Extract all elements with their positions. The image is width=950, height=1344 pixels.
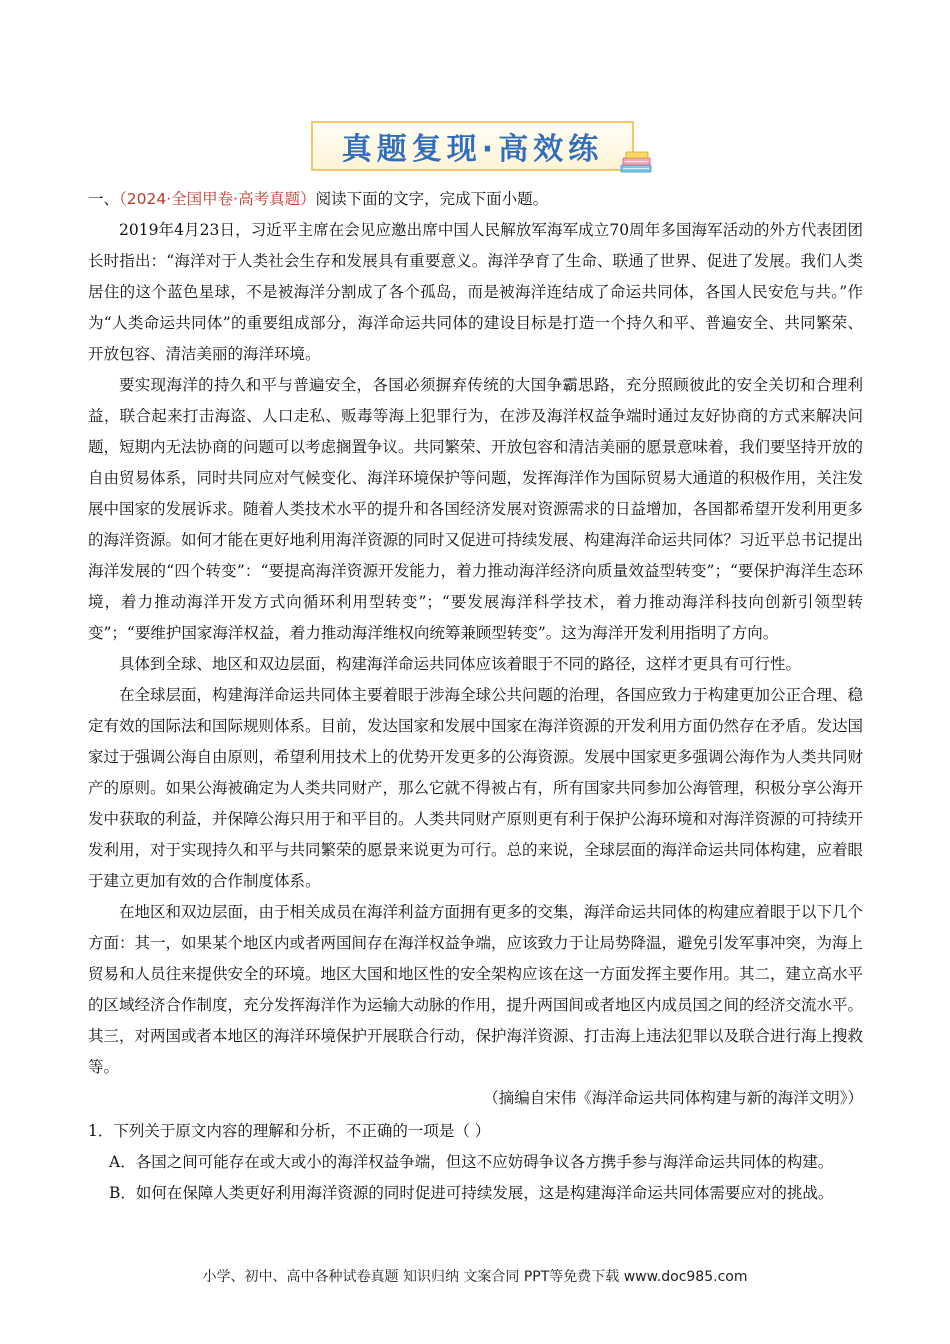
banner-title: 真题复现·高效练 (341, 132, 604, 167)
passage-paragraph-1: 2019年4月23日，习近平主席在会见应邀出席中国人民解放军海军成立70周年多国海军活动的外方代表团团长时指出：“海洋对于人类社会生存和发展具有重要意义。海洋孕育了生命、联通了世界、促进了发展。我们人类居住的这个蓝色星球，不是被海洋分割成了各个孤岛，而是被海洋连结成了命运共同体，各国人民安危与共。”作为“人类命运共同体”的重要组成部分，海洋命运共同体的建设目标是打造一个持久和平、普遍安全、共同繁荣、开放包容、清洁美丽的海洋环境。 (88, 221, 863, 363)
question-source: （2024·全国甲卷·高考真题） (119, 190, 316, 208)
passage-paragraph-4: 在全球层面，构建海洋命运共同体主要着眼于涉海全球公共问题的治理，各国应致力于构建更加公正合理、稳定有效的国际法和国际规则体系。目前，发达国家和发展中国家在海洋资源的开发利用方面仍然存在矛盾。发达国家过于强调公海自由原则，希望利用技术上的优势开发更多的公海资源。发展中国家更多强调公海作为人类共同财产的原则。如果公海被确定为人类共同财产，那么它就不得被占有，所有国家共同参加公海管理，积极分享公海开发中获取的利益，并保障公海只用于和平目的。人类共同财产原则更有利于保护公海环境和对海洋资源的可持续开发利用，对于实现持久和平与共同繁荣的愿景来说更为可行。总的来说，全球层面的海洋命运共同体构建，应着眼于建立更加有效的合作制度体系。 (88, 686, 864, 890)
question-1-stem: 1．下列关于原文内容的理解和分析，不正确的一项是（ ） (88, 1122, 491, 1140)
passage-paragraph-5: 在地区和双边层面，由于相关成员在海洋利益方面拥有更多的交集，海洋命运共同体的构建应着眼于以下几个方面：其一，如果某个地区内或者两国间存在海洋权益争端，应该致力于让局势降温，避免引发军事冲突，为海上贸易和人员往来提供安全的环境。地区大国和地区性的安全架构应该在这一方面发挥主要作用。其二，建立高水平的区域经济合作制度，充分发挥海洋作为运输大动脉的作用，提升两国间或者地区内成员国之间的经济交流水平。其三，对两国或者本地区的海洋环境保护开展联合行动，保护海洋资源、打击海上违法犯罪以及联合进行海上搜救等。 (88, 903, 864, 1076)
question-1-option-a: A．各国之间可能存在或大或小的海洋权益争端，但这不应妨碍争议各方携手参与海洋命运共同体的构建。 (109, 1153, 834, 1171)
section-banner (311, 121, 634, 171)
page-footer: 小学、初中、高中各种试卷真题 知识归纳 文案合同 PPT等免费下载 www.doc985.com (202, 1269, 748, 1285)
exam-content (88, 184, 863, 1209)
passage-paragraph-3: 具体到全球、地区和双边层面，构建海洋命运共同体应该着眼于不同的路径，这样才更具有可行性。 (119, 655, 802, 673)
question-header (88, 184, 863, 215)
passage-credit: （摘编自宋伟《海洋命运共同体构建与新的海洋文明》） (483, 1089, 863, 1107)
question-instruction: 阅读下面的文字，完成下面小题。 (315, 190, 549, 208)
books-icon (618, 148, 654, 174)
question-number: 一、 (88, 190, 120, 208)
question-1-option-b: B．如何在保障人类更好利用海洋资源的同时促进可持续发展，这是构建海洋命运共同体需要应对的挑战。 (109, 1184, 834, 1202)
passage-paragraph-2: 要实现海洋的持久和平与普遍安全，各国必须摒弃传统的大国争霸思路，充分照顾彼此的安全关切和合理利益，联合起来打击海盗、人口走私、贩毒等海上犯罪行为，在涉及海洋权益争端时通过友好协商的方式来解决问题，短期内无法协商的问题可以考虑搁置争议。共同繁荣、开放包容和清洁美丽的愿景意味着，我们要坚持开放的自由贸易体系，同时共同应对气候变化、海洋环境保护等问题，发挥海洋作为国际贸易大通道的积极作用，关注发展中国家的发展诉求。随着人类技术水平的提升和各国经济发展对资源需求的日益增加，各国都希望开发利用更多的海洋资源。如何才能在更好地利用海洋资源的同时又促进可持续发展、构建海洋命运共同体？习近平总书记提出海洋发展的“四个转变”：“要提高海洋资源开发能力，着力推动海洋经济向质量效益型转变”；“要保护海洋生态环境，着力推动海洋开发方式向循环利用型转变”；“要发展海洋科学技术，着力推动海洋科技向创新引领型转变”；“要维护国家海洋权益，着力推动海洋维权向统筹兼顾型转变”。这为海洋开发利用指明了方向。 (88, 376, 864, 642)
